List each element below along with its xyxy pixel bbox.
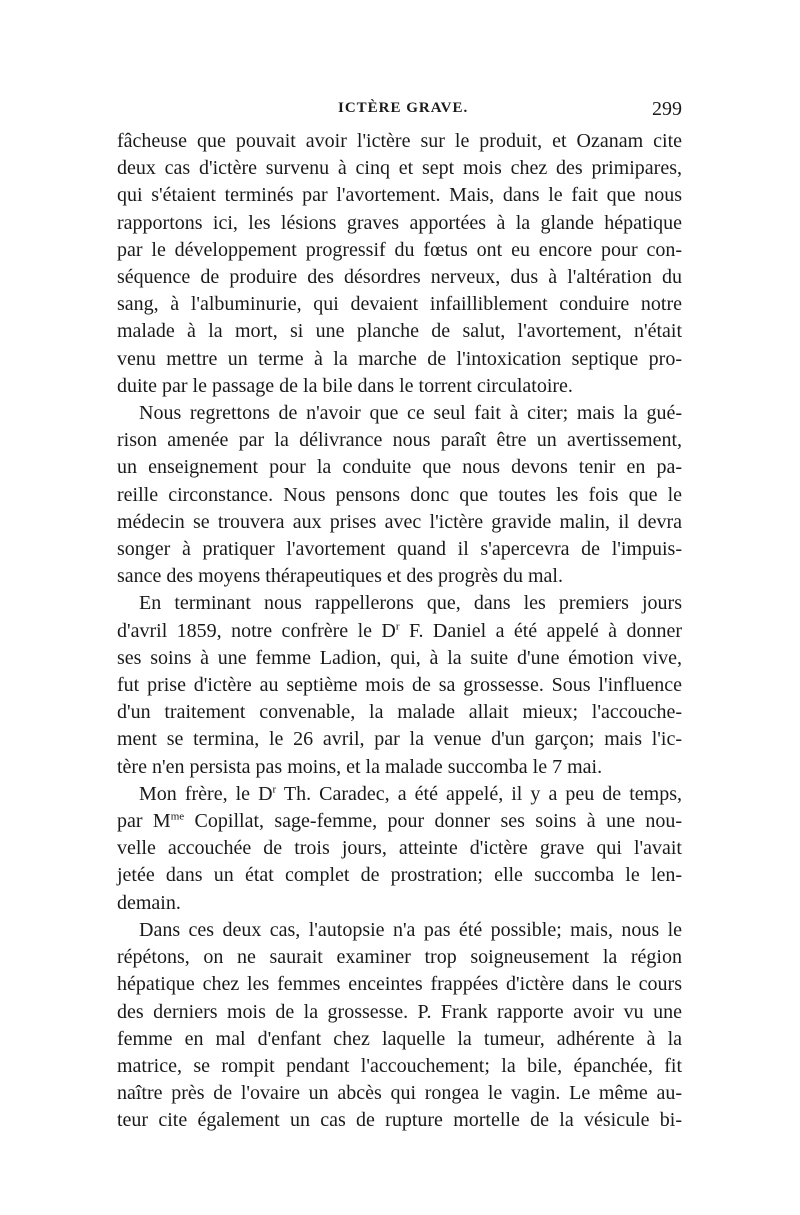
text-line: Nous regrettons de n'avoir que ce seul fait à citer; mais la gué- [139, 402, 682, 425]
text-line [117, 781, 682, 808]
text-line: jetée dans un état complet de prostration; elle succomba le len- [117, 864, 682, 887]
text-line: demain. [117, 891, 181, 914]
text-line: hépatique chez les femmes enceintes frappées d'ictère dans le cours [117, 973, 682, 996]
text-line [117, 618, 682, 645]
text-line: songer à pratiquer l'avortement quand il s'apercevra de l'impuis- [117, 538, 682, 561]
text-line: deux cas d'ictère survenu à cinq et sept mois chez des primipares, [117, 157, 682, 180]
text-line: En terminant nous rappellerons que, dans les premiers jours [139, 592, 682, 615]
text-line: séquence de produire des désordres nerveux, dus à l'altération du [117, 266, 682, 289]
text-line: par le développement progressif du fœtus ont eu encore pour con- [117, 238, 682, 261]
paragraph [117, 590, 682, 780]
text-line: sang, à l'albuminurie, qui devaient infailliblement conduire notre [117, 293, 682, 316]
text-fragment: Th. Caradec, a été appelé, il y a peu de temps, [276, 782, 682, 805]
paragraph [117, 917, 682, 1135]
text-fragment: d'avril 1859, notre confrère le D [117, 619, 396, 642]
text-line [117, 808, 682, 835]
text-line: matrice, se rompit pendant l'accouchement; la bile, épanchée, fit [117, 1054, 682, 1077]
superscript: r [272, 783, 277, 796]
superscript: me [170, 810, 185, 823]
paragraph [117, 128, 682, 400]
text-line: malade à la mort, si une planche de salut, l'avortement, n'était [117, 320, 682, 343]
text-fragment: par M [117, 810, 171, 833]
text-line: Dans ces deux cas, l'autopsie n'a pas été possible; mais, nous le [139, 918, 682, 941]
text-line: reille circonstance. Nous pensons donc que toutes les fois que le [117, 483, 682, 506]
text-line: qui s'étaient terminés par l'avortement. Mais, dans le fait que nous [117, 184, 682, 207]
text-line: ment se termina, le 26 avril, par la venue d'un garçon; mais l'ic- [117, 728, 682, 751]
text-line: un enseignement pour la conduite que nous devons tenir en pa- [117, 456, 682, 479]
text-line: fâcheuse que pouvait avoir l'ictère sur le produit, et Ozanam cite [117, 130, 682, 152]
text-fragment: F. Daniel a été appelé à donner [399, 619, 683, 642]
body-text [117, 128, 682, 1135]
running-title: ICTÈRE GRAVE. [338, 100, 469, 116]
text-line: des derniers mois de la grossesse. P. Frank rapporte avoir vu une [117, 1000, 682, 1023]
text-line: sance des moyens thérapeutiques et des progrès du mal. [117, 565, 563, 588]
superscript: r [395, 620, 400, 632]
text-line: venu mettre un terme à la marche de l'intoxication septique pro- [117, 347, 682, 370]
text-fragment: Mon frère, le D [139, 782, 273, 805]
text-line: naître près de l'ovaire un abcès qui rongea le vagin. Le même au- [117, 1082, 682, 1105]
text-line: teur cite également un cas de rupture mortelle de la vésicule bi- [117, 1109, 682, 1132]
paragraph [117, 400, 682, 590]
text-line: femme en mal d'enfant chez laquelle la tumeur, adhérente à la [117, 1027, 682, 1050]
text-line: ses soins à une femme Ladion, qui, à la suite d'une émotion vive, [117, 646, 682, 669]
text-line: répétons, on ne saurait examiner trop soigneusement la région [117, 946, 682, 969]
text-line: velle accouchée de trois jours, atteinte d'ictère grave qui l'avait [117, 837, 682, 860]
text-fragment: Copillat, sage-femme, pour donner ses soins à une nou- [184, 810, 682, 833]
text-line: d'un traitement convenable, la malade allait mieux; l'accouche- [117, 701, 682, 724]
page-number: 299 [652, 98, 682, 120]
page-header [117, 100, 682, 128]
text-line: médecin se trouvera aux prises avec l'ictère gravide malin, il devra [117, 510, 682, 533]
text-line: fut prise d'ictère au septième mois de sa grossesse. Sous l'influence [117, 674, 682, 697]
text-line: rapportons ici, les lésions graves apportées à la glande hépatique [117, 211, 682, 234]
text-line: tère n'en persista pas moins, et la malade succomba le 7 mai. [117, 755, 603, 778]
text-line: duite par le passage de la bile dans le torrent circulatoire. [117, 374, 573, 397]
text-line: rison amenée par la délivrance nous paraît être un avertissement, [117, 429, 682, 452]
paragraph [117, 781, 682, 917]
